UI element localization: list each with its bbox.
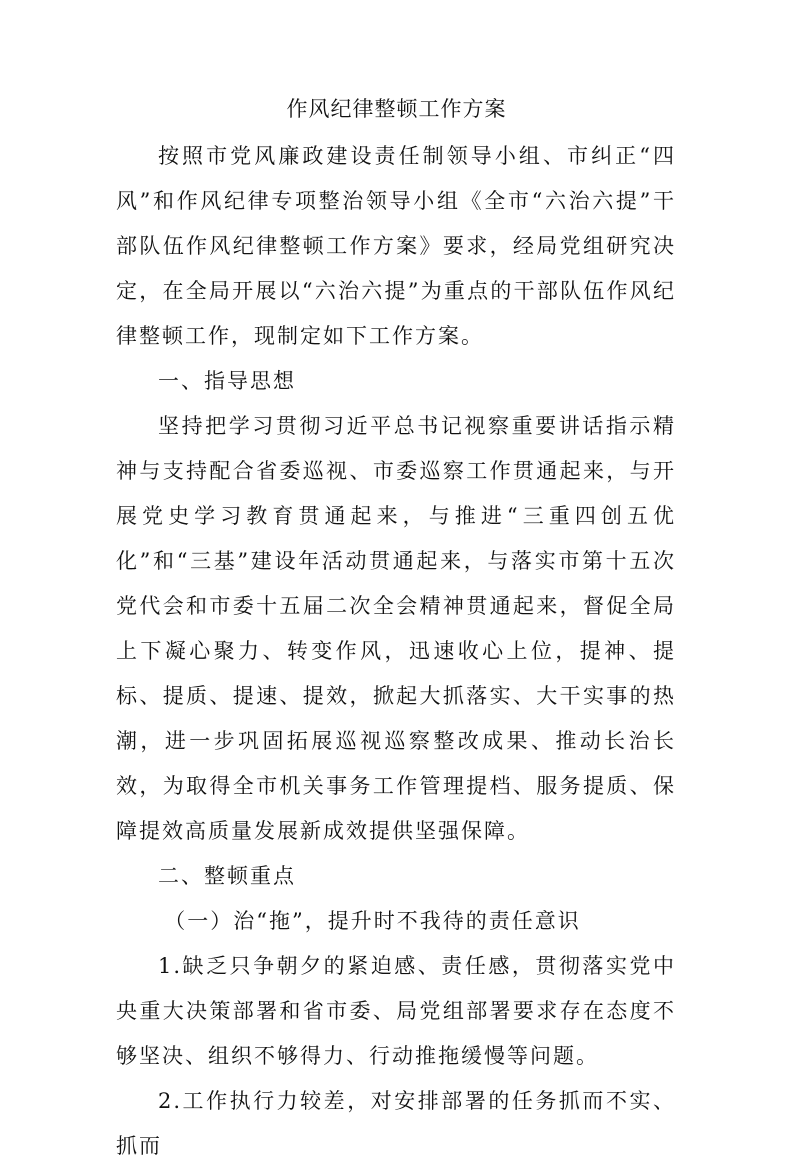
document-body (116, 134, 676, 1169)
paragraph-guiding-thought: 坚持把学习贯彻习近平总书记视察重要讲话指示精神与支持配合省委巡视、市委巡察工作贯通起来，与开展党史学习教育贯通起来，与推进“三重四创五优化”和“三基”建设年活动贯通起来，与落实市第十五次党代会和市委十五届二次全会精神贯通起来，督促全局上下凝心聚力、转变作风，迅速收心上位，提神、提标、提质、提速、提效，掀起大抓落实、大干实事的热潮，进一步巩固拓展巡视巡察整改成果、推动长治长效，为取得全市机关事务工作管理提档、服务提质、保障提效高质量发展新成效提供坚强保障。 (116, 414, 676, 843)
subsection-heading-tuo: （一）治“拖”，提升时不我待的责任意识 (164, 909, 581, 933)
list-item-2: 2.工作执行力较差，对安排部署的任务抓而不实、抓而 (116, 1089, 676, 1158)
section-heading-rectification-focus: 二、整顿重点 (158, 864, 296, 888)
document-title: 作风纪律整顿工作方案 (286, 97, 507, 121)
section-heading-guiding-thought: 一、指导思想 (158, 369, 296, 393)
list-item-1: 1.缺乏只争朝夕的紧迫感、责任感，贯彻落实党中央重大决策部署和省市委、局党组部署要求存在态度不够坚决、组织不够得力、行动推拖缓慢等问题。 (116, 954, 676, 1068)
paragraph-intro: 按照市党风廉政建设责任制领导小组、市纠正“四风”和作风纪律专项整治领导小组《全市“六治六提”干部队伍作风纪律整顿工作方案》要求，经局党组研究决定，在全局开展以“六治六提”为重点的干部队伍作风纪律整顿工作，现制定如下工作方案。 (116, 144, 676, 348)
